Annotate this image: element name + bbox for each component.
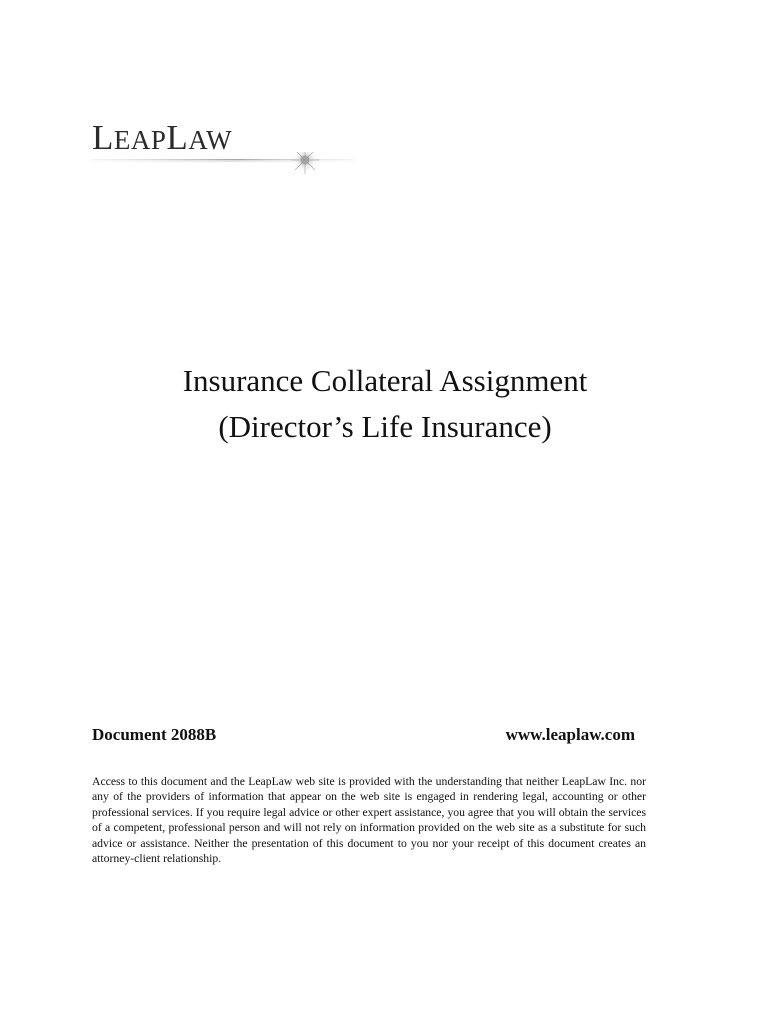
document-number: Document 2088B [92,725,217,744]
title-line-1: Insurance Collateral Assignment [182,363,588,398]
logo-wordmark: LEAPLAW [92,118,233,157]
document-info-row [92,725,635,751]
leaplaw-logo [92,118,354,188]
disclaimer-paragraph: Access to this document and the LeapLaw web site is provided with the understanding that neither LeapLaw Inc. nor any of the providers of information that appear on the web site is engaged in rendering legal, accounting or other professional services. If you require legal advice or other expert assistance, you agree that you will obtain the services of a competent, professional person and will not rely on information provided on the web site as a substitute for such advice or assistance. Neither the presentation of this document to you nor your receipt of this document creates an attorney-client relationship. [92,775,646,866]
leaplaw-logo-icon [92,152,354,186]
title-line-2: (Director’s Life Insurance) [218,409,552,444]
website-url[interactable]: www.leaplaw.com [505,725,635,744]
document-title [0,358,770,450]
